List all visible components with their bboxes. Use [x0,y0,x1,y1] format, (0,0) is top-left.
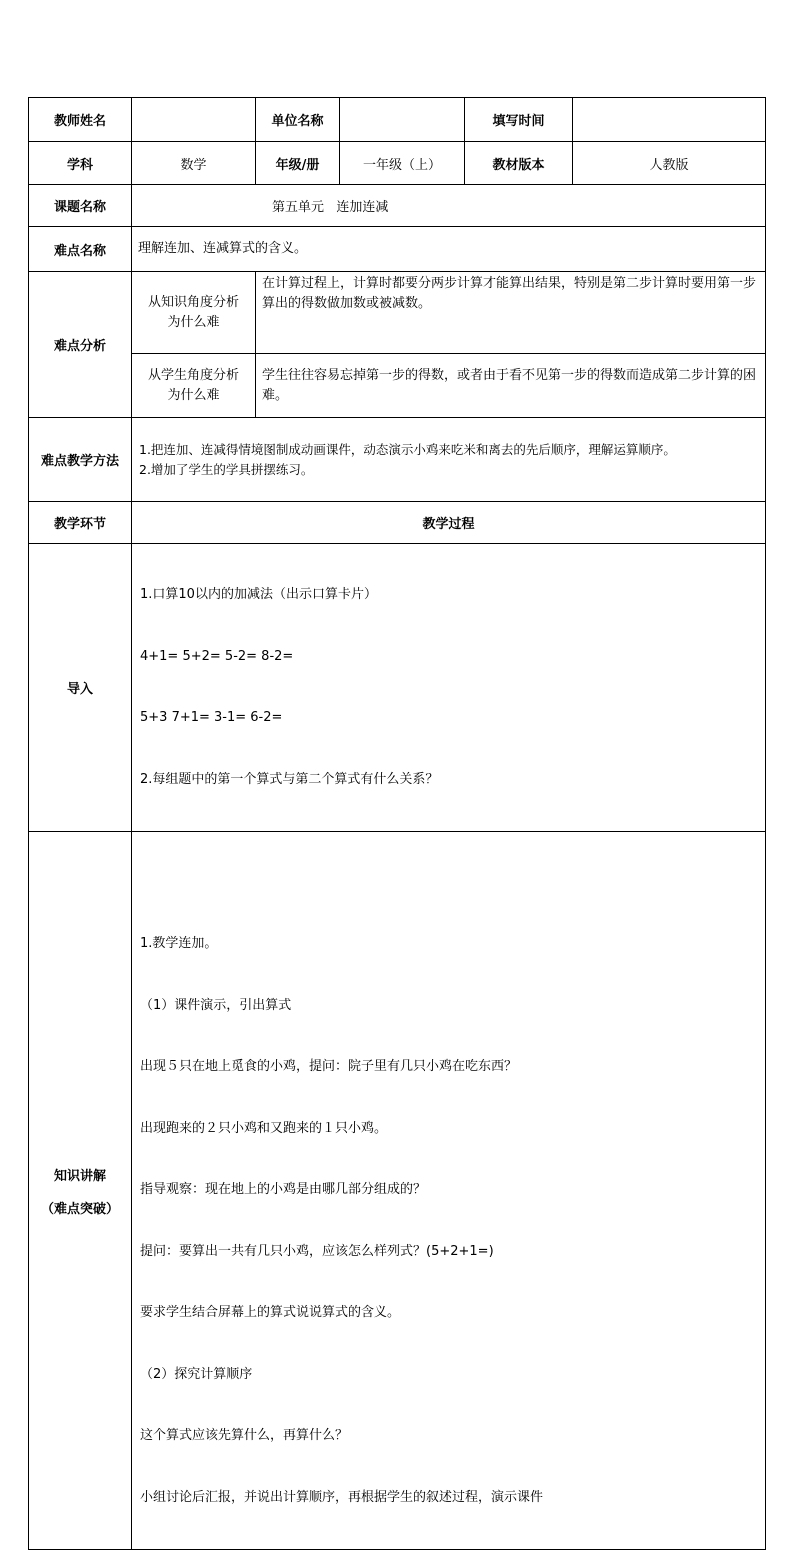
date-value [573,98,766,142]
subject-row [29,142,766,185]
lesson-plan-table [28,97,766,1550]
knowledge-line-8: （2）探究计算顺序 [140,1366,253,1382]
method-row [29,418,766,502]
analysis-knowledge-row [29,272,766,354]
date-label: 填写时间 [465,98,573,142]
student-angle-cell [132,354,256,418]
difficulty-value: 理解连加、连减算式的含义。 [132,227,766,272]
subject-value: 数学 [132,142,256,185]
intro-line-2: 4+1= 5+2= 5-2= 8-2= [140,648,294,664]
knowledge-line-1: 1.教学连加。 [140,936,218,951]
unit-value [340,98,465,142]
student-angle-text: 学生往往容易忘掉第一步的得数，或者由于看不见第一步的得数而造成第二步计算的困难。 [256,354,766,418]
student-angle-line2: 为什么难 [167,387,220,403]
topic-value: 第五单元 连加连减 [272,200,389,215]
edition-label: 教材版本 [465,142,573,185]
knowledge-angle-line2: 为什么难 [167,314,220,330]
edition-value: 人教版 [573,142,766,185]
unit-label: 单位名称 [256,98,340,142]
subject-label: 学科 [29,142,132,185]
knowledge-line-2: （1）课件演示，引出算式 [140,997,292,1013]
student-angle-line1: 从学生角度分析 [147,367,239,383]
knowledge-label: 知识讲解 [53,1168,106,1184]
knowledge-row [29,832,766,1550]
process-label: 教学过程 [132,502,766,544]
method-text-cell [132,418,766,502]
grade-label: 年级/册 [256,142,340,185]
teacher-value [132,98,256,142]
analysis-label: 难点分析 [29,272,132,418]
topic-row [29,185,766,227]
knowledge-angle-line1: 从知识角度分析 [147,294,239,310]
knowledge-line-4: 出现跑来的２只小鸡和又跑来的１只小鸡。 [140,1120,388,1136]
topic-value-cell [132,185,766,227]
process-stage-label: 教学环节 [29,502,132,544]
intro-line-1: 1.口算10以内的加减法（出示口算卡片） [140,587,377,602]
intro-content-cell [132,544,766,832]
knowledge-line-6: 提问：要算出一共有几只小鸡，应该怎么样列式？(5+2+1=) [140,1243,494,1259]
method-line-1: 1.把连加、连减得情境图制成动画课件，动态演示小鸡来吃米和离去的先后顺序，理解运算顺序。 [139,441,676,457]
knowledge-label-cell [29,832,132,1550]
grade-value: 一年级（上） [340,142,465,185]
knowledge-line-7: 要求学生结合屏幕上的算式说说算式的含义。 [140,1305,401,1320]
knowledge-line-9: 这个算式应该先算什么，再算什么？ [140,1428,349,1443]
difficulty-label: 难点名称 [29,227,132,272]
topic-label: 课题名称 [29,185,132,227]
knowledge-line-10: 小组讨论后汇报，并说出计算顺序，再根据学生的叙述过程，演示课件 [140,1489,544,1505]
process-header-row [29,502,766,544]
analysis-student-row [29,354,766,418]
difficulty-row [29,227,766,272]
knowledge-sublabel: （难点突破） [40,1201,119,1217]
intro-row [29,544,766,832]
knowledge-angle-cell [132,272,256,354]
intro-line-3: 5+3 7+1= 3-1= 6-2= [140,710,283,725]
knowledge-content-cell [132,832,766,1550]
intro-line-4: 2.每组题中的第一个算式与第二个算式有什么关系？ [140,771,439,787]
method-line-2: 2.增加了学生的学具拼摆练习。 [139,461,314,477]
knowledge-line-3: 出现５只在地上觅食的小鸡，提问：院子里有几只小鸡在吃东西？ [140,1059,518,1074]
teacher-label: 教师姓名 [29,98,132,142]
intro-label: 导入 [29,544,132,832]
method-label: 难点教学方法 [29,418,132,502]
knowledge-line-5: 指导观察：现在地上的小鸡是由哪几部分组成的？ [140,1182,427,1197]
knowledge-angle-text: 在计算过程上，计算时都要分两步计算才能算出结果，特别是第二步计算时要用第一步算出的得数做加数或被减数。 [256,272,766,354]
header-row [29,98,766,142]
